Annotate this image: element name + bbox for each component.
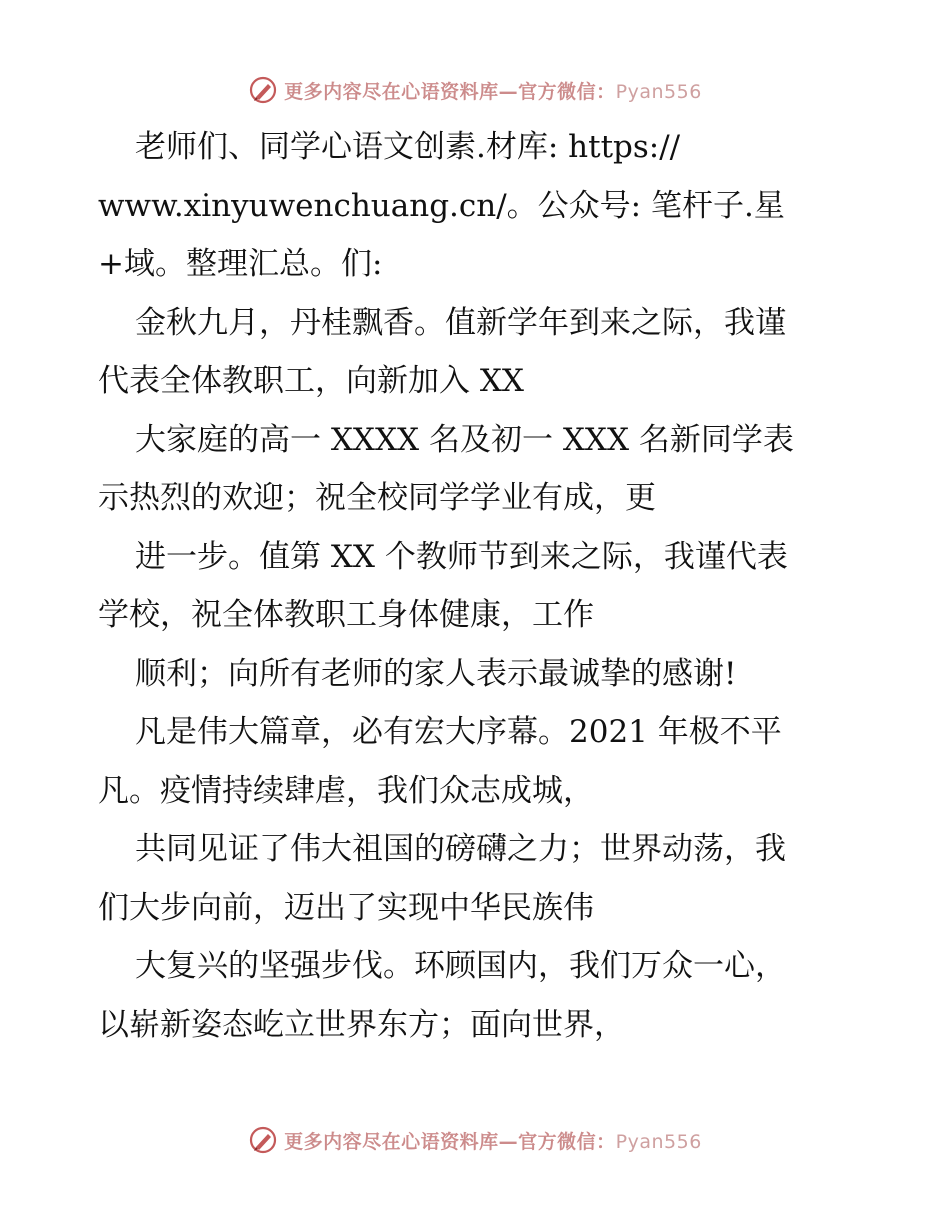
text-line: 以崭新姿态屹立世界东方；面向世界， [98,1006,625,1043]
text-line: 大复兴的坚强步伐。环顾国内，我们万众一心， [135,948,786,984]
watermark-text: 更多内容尽在心语资料库—官方微信：Pyan556 [284,1130,702,1153]
text-line: 们大步向前，迈出了实现中华民族伟 [98,889,594,926]
text-line: 凡。疫情持续肆虐，我们众志成城， [98,772,594,809]
text-line: 学校，祝全体教职工身体健康，工作 [98,597,594,633]
text-line: 进一步。值第 XX 个教师节到来之际，我谨代表 [135,538,788,575]
text-line: 示热烈的欢迎；祝全校同学学业有成，更 [98,480,656,516]
watermark-text: 更多内容尽在心语资料库—官方微信：Pyan556 [284,80,702,103]
text-line: 共同见证了伟大祖国的磅礴之力；世界动荡，我 [135,831,786,867]
document-body [98,118,858,1054]
text-line: 老师们、同学心语文创素.材库: https:// [135,129,681,165]
text-line: 代表全体教职工，向新加入 XX [98,363,524,399]
text-line: www.xinyuwenchuang.cn/。公众号: 笔杆子.星 [98,187,785,224]
pen-logo-icon [248,75,278,105]
text-line: 凡是伟大篇章，必有宏大序幕。2021 年极不平 [135,714,782,750]
text-line: 大家庭的高一 XXXX 名及初一 XXX 名新同学表 [135,421,794,458]
watermark-footer [0,1122,950,1158]
watermark-header [0,72,950,108]
text-line: 金秋九月，丹桂飘香。值新学年到来之际，我谨 [135,304,786,341]
pen-logo-icon [248,1125,278,1155]
text-line: 顺利；向所有老师的家人表示最诚挚的感谢! [135,655,737,692]
text-line: +域。整理汇总。们: [98,246,383,282]
